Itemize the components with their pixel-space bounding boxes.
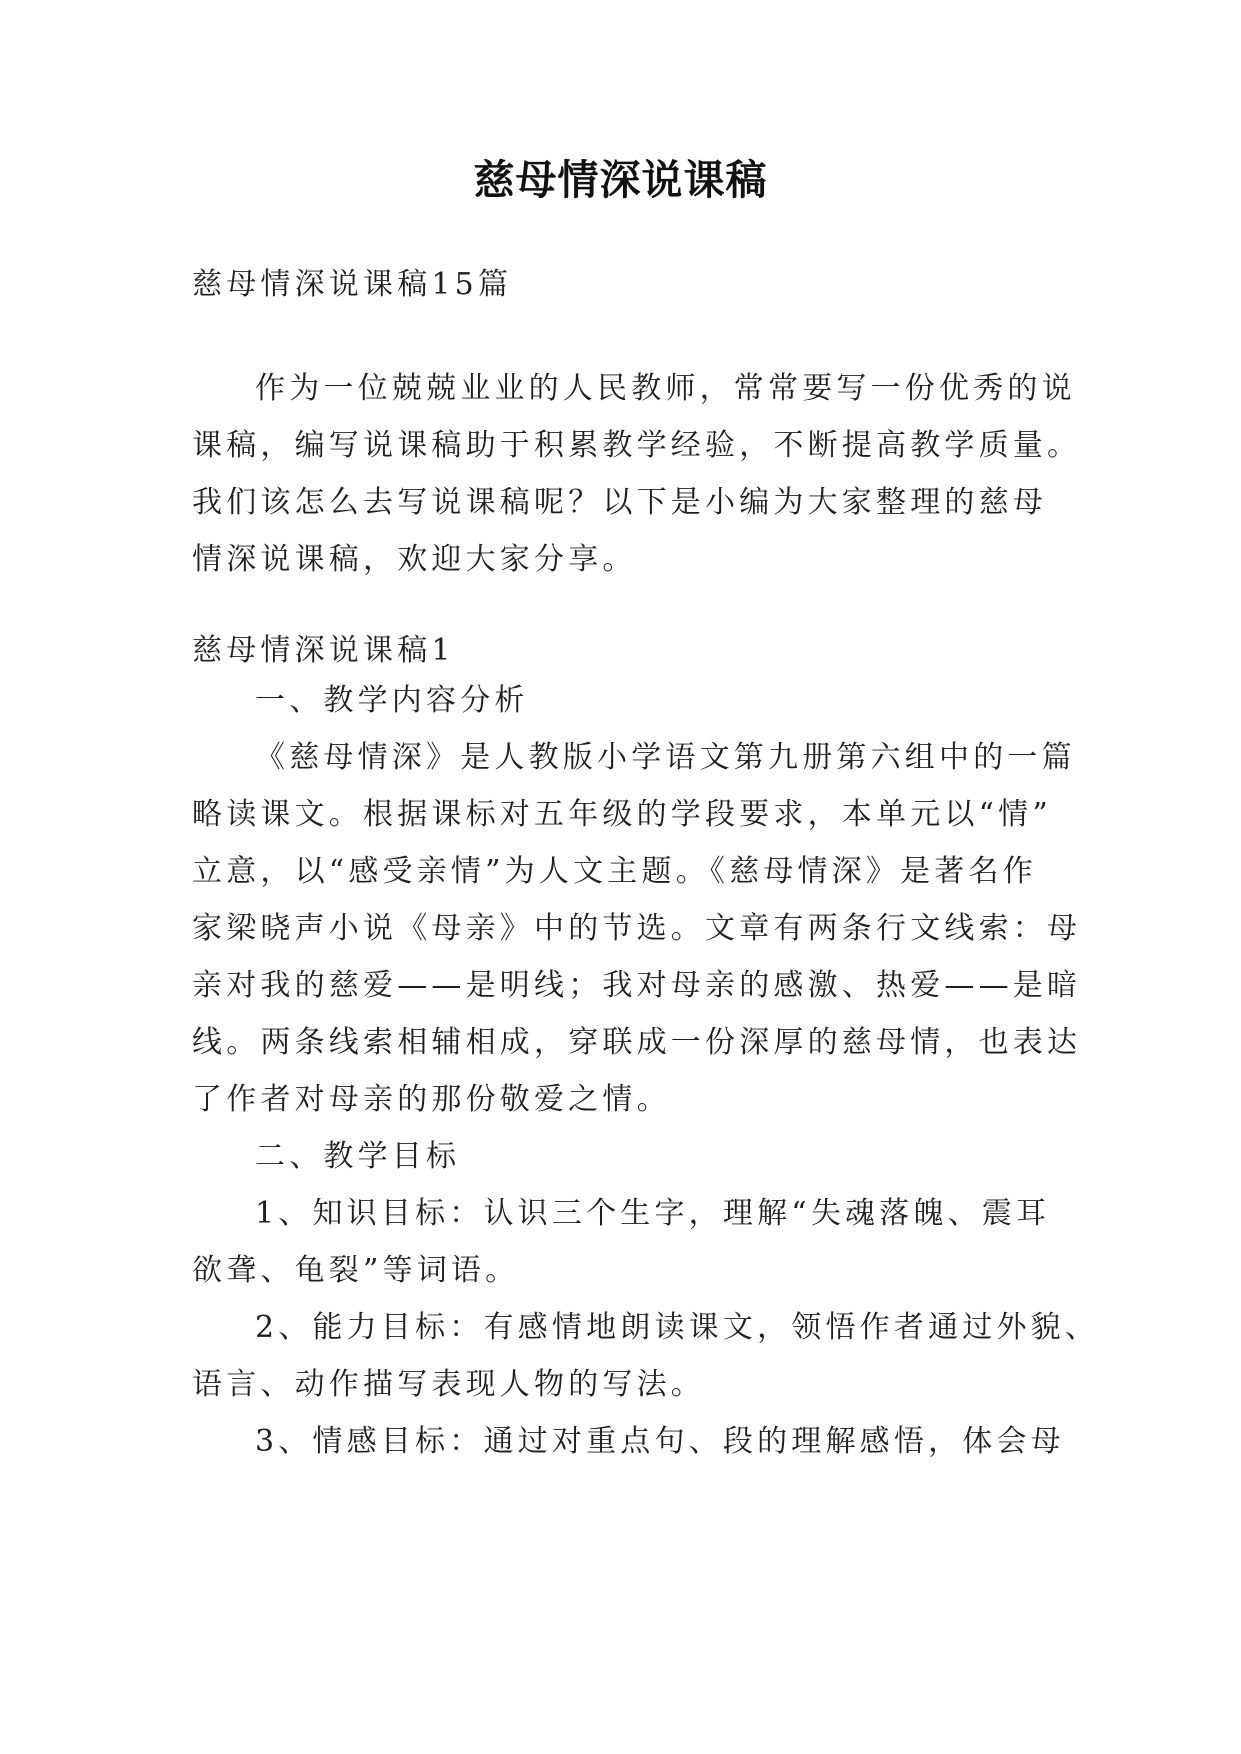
intro-line: 作为一位兢兢业业的人民教师，常常要写一份优秀的说 xyxy=(255,371,1076,406)
paragraph-line: 亲对我的慈爱——是明线；我对母亲的感激、热爱——是暗 xyxy=(192,968,1082,1003)
document-subtitle: 慈母情深说课稿15篇 xyxy=(192,267,513,302)
paragraph-line: 立意，以“感受亲情”为人文主题。《慈母情深》是著名作 xyxy=(192,854,1037,889)
paragraph-line: 《慈母情深》是人教版小学语文第九册第六组中的一篇 xyxy=(255,740,1076,775)
document-title: 慈母情深说课稿 xyxy=(473,156,768,204)
paragraph-line: 略读课文。根据课标对五年级的学段要求，本单元以“情” xyxy=(192,797,1052,832)
paragraph-line: 了作者对母亲的那份敬爱之情。 xyxy=(192,1082,671,1117)
intro-line: 情深说课稿，欢迎大家分享。 xyxy=(192,542,637,577)
paragraph-line: 语言、动作描写表现人物的写法。 xyxy=(192,1367,705,1402)
paragraph-line: 欲聋、龟裂”等词语。 xyxy=(192,1253,520,1288)
part-heading: 二、教学目标 xyxy=(255,1139,461,1174)
section-heading: 慈母情深说课稿1 xyxy=(192,633,455,668)
paragraph-line: 家梁晓声小说《母亲》中的节选。文章有两条行文线索：母 xyxy=(192,911,1082,946)
intro-line: 我们该怎么去写说课稿呢？以下是小编为大家整理的慈母 xyxy=(192,485,1047,520)
part-heading: 一、教学内容分析 xyxy=(255,683,529,718)
intro-line: 课稿，编写说课稿助于积累教学经验，不断提高教学质量。 xyxy=(192,428,1082,463)
paragraph-line: 2、能力目标：有感情地朗读课文，领悟作者通过外貌、 xyxy=(255,1310,1100,1345)
paragraph-line: 3、情感目标：通过对重点句、段的理解感悟，体会母 xyxy=(255,1424,1065,1459)
paragraph-line: 线。两条线索相辅相成，穿联成一份深厚的慈母情，也表达 xyxy=(192,1025,1082,1060)
paragraph-line: 1、知识目标：认识三个生字，理解“失魂落魄、震耳 xyxy=(255,1196,1051,1231)
